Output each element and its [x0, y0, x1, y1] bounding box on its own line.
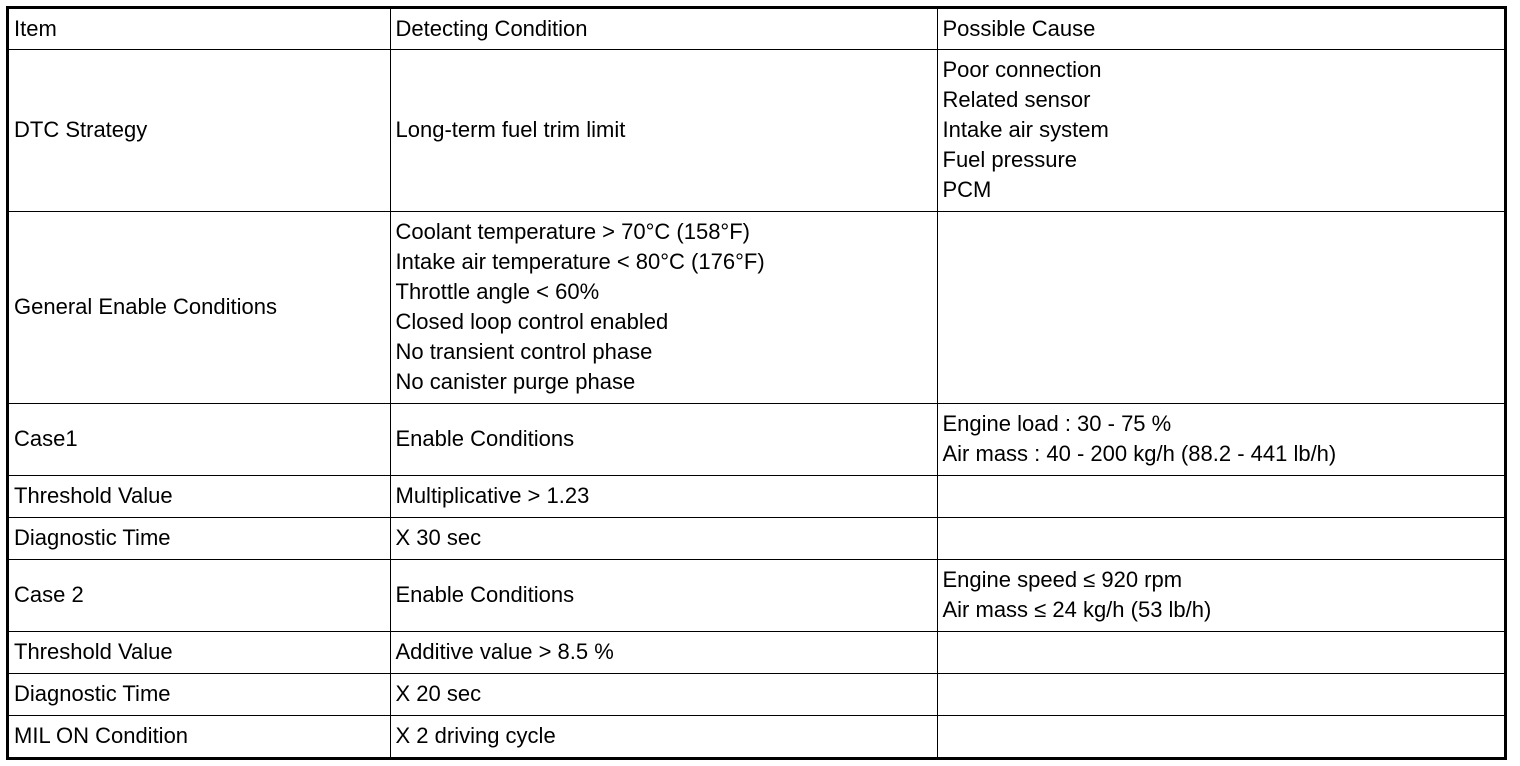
cause-cell	[937, 715, 1504, 757]
cause-line: Poor connection	[942, 57, 1102, 82]
condition-line: Coolant temperature > 70°C (158°F)	[395, 219, 750, 244]
table-row	[9, 211, 1504, 403]
table-header-row	[9, 9, 1504, 49]
table-row	[9, 673, 1504, 715]
item-cell: Diagnostic Time	[9, 517, 390, 559]
header-item: Item	[9, 9, 390, 49]
cause-cell	[937, 559, 1504, 631]
condition-cell	[390, 517, 937, 559]
condition-cell	[390, 403, 937, 475]
cause-cell	[937, 631, 1504, 673]
header-detecting-condition: Detecting Condition	[390, 9, 937, 49]
item-cell: Case1	[9, 403, 390, 475]
cause-line: Air mass : 40 - 200 kg/h (88.2 - 441 lb/h)	[942, 441, 1337, 466]
table-row	[9, 715, 1504, 757]
item-cell: Case 2	[9, 559, 390, 631]
cause-line: Related sensor	[942, 87, 1091, 112]
dtc-table	[9, 9, 1504, 757]
condition-line: X 2 driving cycle	[395, 723, 556, 749]
table-row	[9, 517, 1504, 559]
condition-line: No transient control phase	[395, 339, 653, 364]
header-possible-cause: Possible Cause	[937, 9, 1504, 49]
condition-line: X 30 sec	[395, 525, 482, 550]
condition-line: Enable Conditions	[395, 426, 575, 451]
table-row	[9, 631, 1504, 673]
condition-cell	[390, 559, 937, 631]
cause-cell	[937, 211, 1504, 403]
condition-line: X 20 sec	[395, 681, 482, 706]
item-cell: MIL ON Condition	[9, 715, 390, 757]
cause-line: Engine speed ≤ 920 rpm	[942, 567, 1183, 592]
condition-line: Long-term fuel trim limit	[395, 117, 626, 142]
condition-cell	[390, 631, 937, 673]
cause-line: PCM	[942, 177, 992, 202]
condition-line: Throttle angle < 60%	[395, 279, 600, 304]
cause-cell	[937, 517, 1504, 559]
table-row	[9, 475, 1504, 517]
cause-cell	[937, 49, 1504, 211]
dtc-table-container	[6, 6, 1507, 760]
cause-line: Air mass ≤ 24 kg/h (53 lb/h)	[942, 597, 1212, 622]
condition-cell	[390, 211, 937, 403]
item-cell: Threshold Value	[9, 631, 390, 673]
item-cell: Diagnostic Time	[9, 673, 390, 715]
item-cell: DTC Strategy	[9, 49, 390, 211]
condition-line: Enable Conditions	[395, 582, 575, 607]
cause-line: Fuel pressure	[942, 147, 1078, 172]
cause-cell	[937, 673, 1504, 715]
item-cell: Threshold Value	[9, 475, 390, 517]
cause-cell	[937, 475, 1504, 517]
condition-line: Intake air temperature < 80°C (176°F)	[395, 249, 765, 274]
condition-line: Multiplicative > 1.23	[395, 483, 590, 508]
cause-line: Engine load : 30 - 75 %	[942, 411, 1172, 436]
condition-line: Closed loop control enabled	[395, 309, 669, 334]
cause-cell	[937, 403, 1504, 475]
condition-cell	[390, 49, 937, 211]
table-row	[9, 49, 1504, 211]
condition-cell	[390, 673, 937, 715]
condition-cell	[390, 475, 937, 517]
cause-line: Intake air system	[942, 117, 1109, 142]
table-row	[9, 559, 1504, 631]
condition-line: Additive value > 8.5 %	[395, 639, 614, 664]
table-row	[9, 403, 1504, 475]
condition-line: No canister purge phase	[395, 369, 636, 394]
condition-cell	[390, 715, 937, 757]
item-cell: General Enable Conditions	[9, 211, 390, 403]
